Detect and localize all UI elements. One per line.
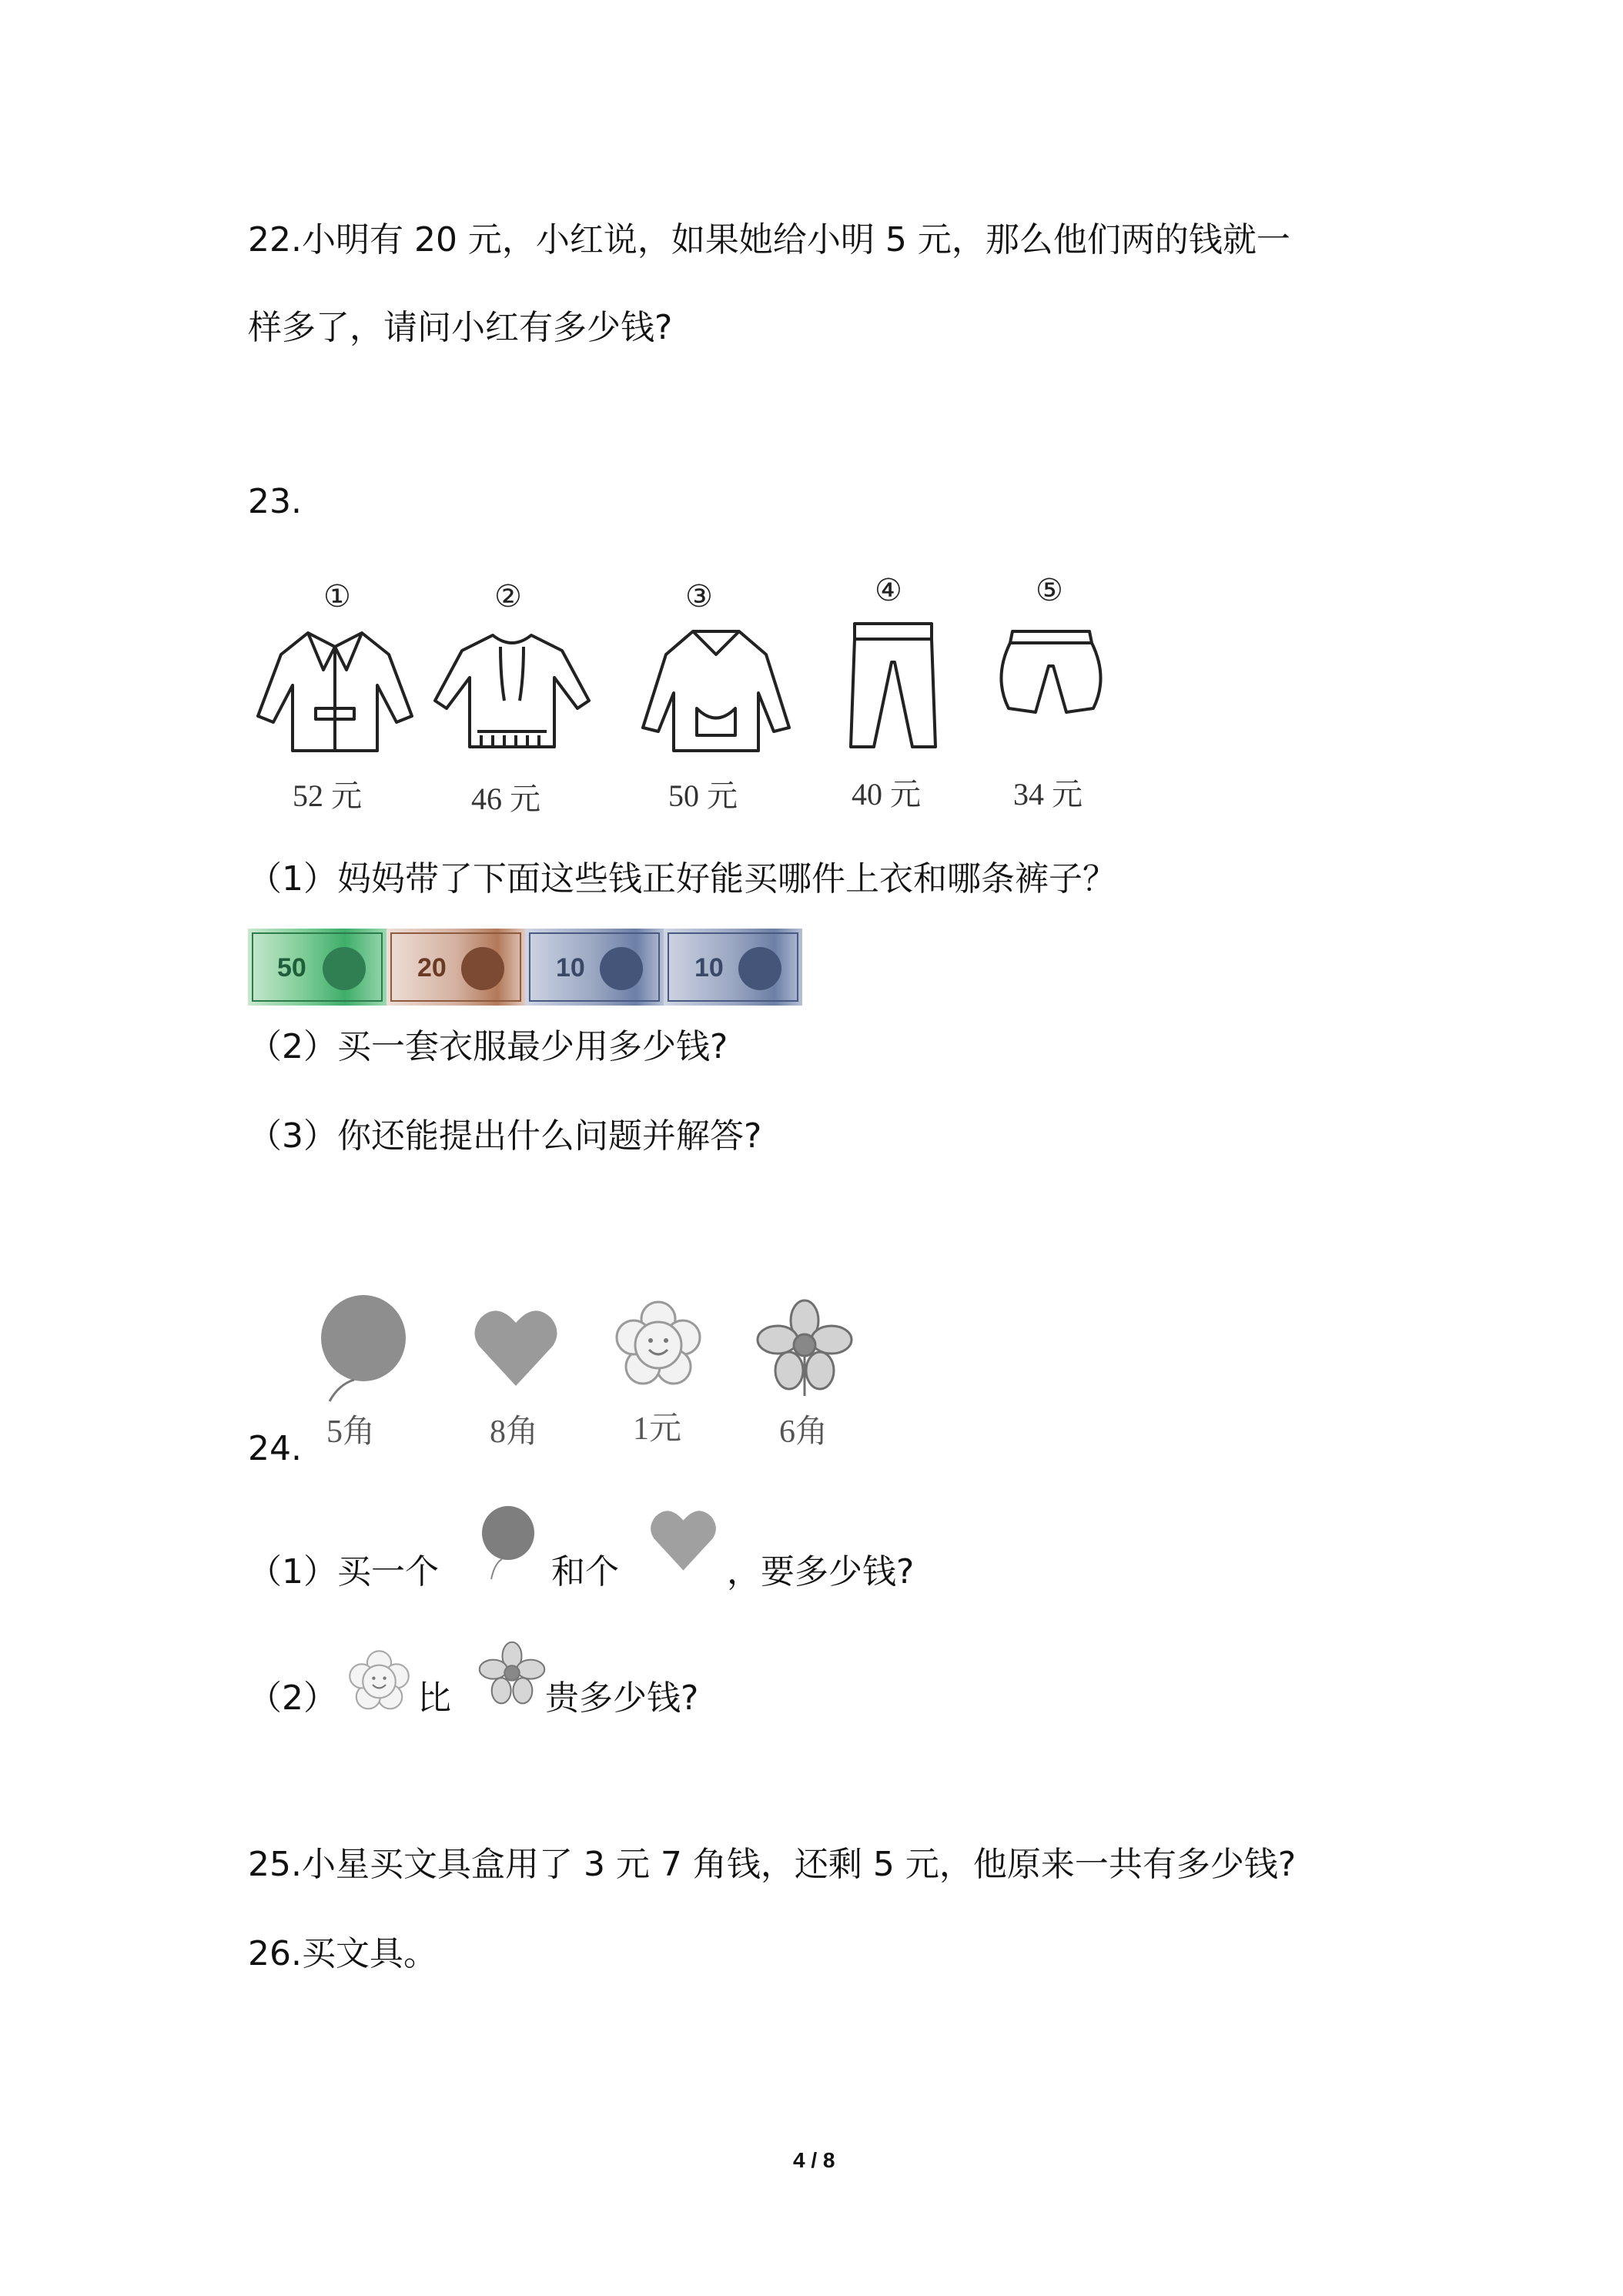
item-number: ①: [323, 579, 351, 614]
q24-sub1-part2: 和个: [551, 1552, 619, 1591]
q23-sub3: （3）你还能提出什么问题并解答?: [248, 1116, 762, 1156]
banknote-50: [248, 929, 387, 1006]
banknote-value: 50: [277, 953, 306, 982]
q22-line2: 样多了，请问小红有多少钱?: [248, 308, 673, 347]
jacket-icon: [254, 624, 416, 755]
item-number: ③: [685, 579, 713, 614]
item-price: 46 元: [471, 782, 540, 816]
banknote-10: [525, 929, 664, 1006]
q24-label: 24.: [248, 1429, 302, 1468]
q25-text: 25.小星买文具盒用了 3 元 7 角钱，还剩 5 元，他原来一共有多少钱?: [248, 1845, 1297, 1884]
q24-sub2-part1: （2）: [248, 1678, 337, 1718]
item-price: 40 元: [852, 777, 921, 812]
banknote-20: [387, 929, 525, 1006]
balloon-icon: [308, 1294, 416, 1409]
q24-sub2-part3: 贵多少钱?: [545, 1678, 699, 1718]
heart-balloon-icon: [647, 1501, 720, 1578]
q22-line1: 22.小明有 20 元，小红说，如果她给小明 5 元，那么他们两的钱就一: [248, 220, 1290, 259]
item-price: 34 元: [1013, 777, 1083, 812]
banknote-10: [664, 929, 802, 1006]
item-number: ④: [875, 573, 902, 608]
item-number: ②: [494, 579, 522, 614]
item-price: 8角: [490, 1414, 539, 1450]
sweater-icon: [431, 624, 593, 755]
flower-icon: [477, 1636, 547, 1713]
item-price: 1元: [633, 1411, 682, 1447]
banknote-value: 10: [694, 953, 724, 982]
q24-sub1-part1: （1）买一个: [248, 1552, 439, 1591]
banknote-value: 10: [556, 953, 585, 982]
smiley-flower-icon: [346, 1648, 412, 1713]
smiley-flower-icon: [612, 1297, 704, 1390]
item-price: 6角: [779, 1414, 828, 1450]
q26-text: 26.买文具。: [248, 1934, 437, 1973]
item-price: 5角: [326, 1414, 376, 1450]
long-pants-icon: [839, 616, 947, 755]
q23-sub2: （2）买一套衣服最少用多少钱?: [248, 1027, 728, 1066]
shorts-icon: [993, 624, 1109, 724]
balloon-icon: [477, 1505, 539, 1582]
flower-icon: [755, 1297, 855, 1397]
item-price: 52 元: [293, 778, 362, 813]
item-price: 50 元: [668, 778, 738, 813]
banknote-value: 20: [417, 953, 447, 982]
item-number: ⑤: [1036, 573, 1063, 608]
q23-label: 23.: [248, 482, 302, 521]
hoodie-icon: [639, 620, 793, 758]
q23-sub1: （1）妈妈带了下面这些钱正好能买哪件上衣和哪条裤子？: [248, 859, 1116, 899]
page-number: 4 / 8: [793, 2148, 835, 2172]
q24-sub1-part3: ，要多少钱?: [727, 1552, 915, 1591]
q24-sub2-part2: 比: [417, 1678, 451, 1718]
heart-balloon-icon: [470, 1301, 562, 1394]
